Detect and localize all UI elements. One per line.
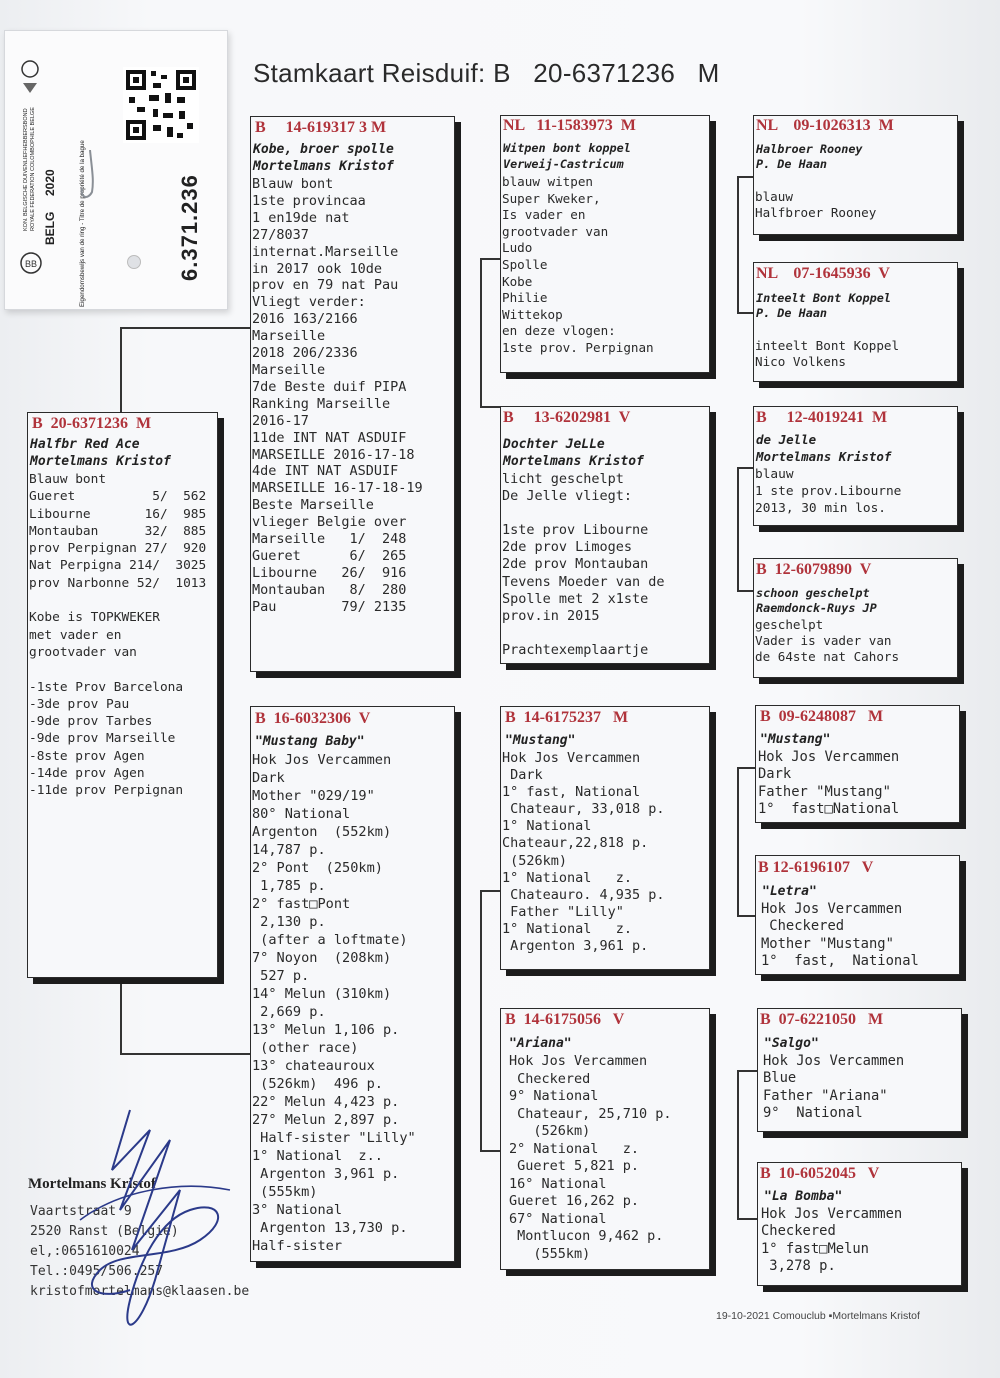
detail-line: Marseille — [252, 361, 326, 378]
pigeon-name: "La Bomba" — [764, 1189, 843, 1204]
owner-mobile: Tel.:0495/506.257 — [30, 1264, 164, 1279]
connector-line — [120, 1053, 252, 1055]
detail-line: 1° National — [502, 818, 592, 835]
detail-line: Hok Jos Vercammen — [761, 1206, 903, 1222]
detail-line: Argenton 13,730 p. — [252, 1220, 408, 1236]
detail-line: Father "Lilly" — [502, 903, 624, 920]
owner-name: Mortelmans Kristof — [28, 1176, 156, 1192]
breeder-name: P. De Haan — [756, 157, 828, 171]
detail-line: Dark — [502, 767, 543, 784]
detail-line: Dark — [758, 766, 792, 783]
detail-line: Hok Jos Vercammen — [502, 750, 641, 766]
paternal-grandmother-card — [500, 406, 710, 664]
connector-line — [737, 767, 757, 769]
detail-line: blauw witpen — [502, 174, 593, 189]
detail-line: Argenton 3,961 p. — [502, 938, 649, 955]
mff-details — [758, 749, 899, 819]
tag-federation-line2: ROYALE FEDERATION COLOMBOPHILE BELGE — [30, 107, 36, 231]
detail-line: Kobe — [502, 273, 533, 289]
connector-line — [737, 467, 739, 592]
detail-line: (526km) — [509, 1123, 591, 1139]
connector-line — [737, 1070, 739, 1220]
detail-line: Beste Marseille — [252, 497, 374, 514]
ring-tag — [4, 30, 228, 310]
detail-line: Vader is vader van — [755, 633, 892, 648]
connector-line — [480, 890, 482, 1150]
detail-line: Hok Jos Vercammen — [252, 752, 392, 768]
connector-line — [737, 915, 757, 917]
detail-line: 1ste prov Libourne — [502, 522, 649, 539]
detail-line: Philie — [502, 290, 548, 306]
tag-year: 2020 — [43, 169, 57, 196]
connector-line — [480, 406, 502, 408]
mf-father-card — [755, 705, 960, 823]
detail-line: Argenton 3,961 p. — [252, 1166, 400, 1182]
detail-line: prov Perpignan 27/ 920 — [29, 541, 207, 557]
detail-line: 1 en19de nat — [252, 209, 350, 226]
page-title: Stamkaart Reisduif: B 20-6371236 M — [253, 58, 720, 88]
ffm-details — [755, 322, 899, 370]
ring-number: B 16-6032306 V — [255, 710, 371, 727]
detail-line: Half-sister — [252, 1238, 343, 1254]
ring-number: NL 11-1583973 M — [503, 117, 636, 134]
connector-line — [120, 978, 122, 1054]
breeder-name: Mortelmans Kristof — [30, 454, 171, 469]
connector-line — [480, 258, 482, 408]
detail-line: Mother "Mustang" — [761, 935, 894, 952]
ring-number: B 14-619317 3 M — [255, 119, 387, 136]
pigeon-name: Halbroer Rooney — [756, 142, 863, 156]
detail-line: vlieger Belgie over — [252, 514, 407, 531]
qr-code-icon — [123, 67, 199, 143]
detail-line: De Jelle vliegt: — [502, 488, 633, 505]
detail-line: Nat Perpigna 214/ 3025 — [29, 558, 207, 574]
detail-line: Gueret 6/ 265 — [252, 547, 407, 564]
tag-ownership-text: Eigendomsbewijs van de ring - Titre de propriété de la bague — [79, 140, 86, 307]
pigeon-name: schoon geschelpt — [756, 586, 870, 600]
detail-line: Hok Jos Vercammen — [758, 749, 900, 765]
connector-line — [737, 176, 739, 314]
detail-line: 13° chateauroux — [252, 1058, 375, 1074]
maternal-grandfather-card — [500, 706, 710, 970]
fm-father-card — [753, 406, 958, 526]
detail-line: in 2017 ook 10de — [252, 260, 383, 277]
detail-line: 80° National — [252, 806, 351, 822]
detail-line: Pau 79/ 2135 — [252, 598, 407, 615]
detail-line: (526km) — [502, 852, 568, 869]
detail-line: prov.in 2015 — [502, 607, 600, 624]
breeder-name: P. De Haan — [756, 306, 828, 320]
owner-city: 2520 Ranst (Belgie) — [30, 1224, 179, 1239]
detail-line: met vader en — [29, 627, 122, 643]
detail-line: Hok Jos Vercammen — [763, 1053, 905, 1069]
detail-line: Montauban 8/ 280 — [252, 581, 407, 598]
subject-pigeon-card — [27, 412, 218, 978]
detail-line: Vliegt verder: — [252, 294, 366, 311]
detail-line: 1ste prov. Perpignan — [502, 339, 654, 355]
pigeon-name: de Jelle — [756, 432, 817, 447]
detail-line: MARSEILLE 2016-17-18 — [252, 446, 415, 463]
detail-line: inteelt Bont Koppel — [755, 338, 900, 353]
detail-line: Tevens Moeder van de — [502, 573, 665, 590]
detail-line: grootvader van — [502, 223, 609, 239]
detail-line: -9de prov Marseille — [29, 731, 176, 747]
detail-line: -1ste Prov Barcelona — [29, 679, 184, 695]
detail-line: Gueret 5,821 p. — [509, 1158, 640, 1174]
detail-line: 27/8037 — [252, 226, 309, 243]
pigeon-name: Witpen bont koppel — [503, 141, 631, 155]
mf-details — [502, 750, 665, 955]
fmf-details — [755, 466, 901, 517]
detail-line: Is vader en — [502, 207, 586, 223]
detail-line: Mother "029/19" — [252, 788, 375, 804]
detail-line: 11de INT NAT ASDUIF — [252, 429, 407, 446]
detail-line: 2° National z. — [509, 1140, 640, 1157]
detail-line: de 64ste nat Cahors — [755, 649, 900, 664]
detail-line: Blue — [763, 1070, 797, 1087]
detail-line: MARSEILLE 16-17-18-19 — [252, 480, 423, 497]
detail-line — [755, 173, 876, 189]
fm-details — [502, 471, 665, 659]
detail-line: (555km) — [252, 1184, 318, 1200]
tag-number: 6.371.236 — [177, 174, 202, 281]
tag-federation-line1: KON. BELGISCHE DUIVENLIEFHEBBERSBOND — [23, 108, 29, 231]
mm-details — [509, 1053, 672, 1263]
breeder-name: Verweij-Castricum — [503, 157, 624, 171]
detail-line: 3,278 p. — [761, 1258, 836, 1275]
owner-street: Vaartstraat 9 — [30, 1204, 132, 1219]
detail-line: Wittekop — [502, 306, 563, 322]
detail-line: 2,130 p. — [252, 914, 326, 930]
subject-details — [29, 471, 206, 800]
federation-crest-icon — [19, 57, 41, 97]
pigeon-name: Dochter JeLLe — [503, 437, 605, 452]
ring-number: NL 09-1026313 M — [756, 117, 894, 134]
detail-line: Half-sister "Lilly" — [252, 1130, 416, 1146]
fff-details — [755, 173, 876, 221]
detail-line: 14,787 p. — [252, 842, 326, 858]
detail-line: Marseille — [252, 328, 326, 345]
mf-mother-card — [755, 855, 960, 975]
detail-line: Spolle met 2 x1ste — [502, 590, 649, 607]
detail-line: Kobe is TOPKWEKER — [29, 610, 160, 626]
detail-line: 9° National — [763, 1105, 863, 1122]
detail-line: prov Narbonne 52/ 1013 — [29, 575, 207, 591]
detail-line: 13° Melun 1,106 p. — [252, 1022, 400, 1038]
detail-line: 3° National — [252, 1202, 343, 1218]
connector-line — [480, 890, 502, 892]
ring-number: B 12-6079890 V — [756, 561, 872, 578]
father-details — [252, 176, 423, 616]
ff-mother-card — [753, 262, 958, 382]
ring-number: B 10-6052045 V — [760, 1165, 880, 1182]
breeder-name: Raemdonck-Ruys JP — [756, 601, 877, 615]
ring-number: B 20-6371236 M — [32, 415, 152, 432]
detail-line: Father "Ariana" — [763, 1087, 888, 1104]
detail-line: 27° Melun 2,897 p. — [252, 1112, 400, 1128]
detail-line: 67° National — [509, 1210, 607, 1227]
connector-line — [480, 258, 502, 260]
pigeon-name: "Salgo" — [764, 1036, 819, 1051]
father-card — [250, 116, 455, 672]
detail-line: Halfbroer Rooney — [755, 205, 877, 220]
detail-line: Chateaur, 33,018 p. — [502, 801, 665, 818]
detail-line: 2° Pont (250km) — [252, 860, 383, 876]
connector-line — [737, 767, 739, 917]
detail-line: 1° National z.. — [252, 1148, 383, 1164]
detail-line: (526km) 496 p. — [252, 1076, 383, 1092]
pigeon-name: "Ariana" — [509, 1036, 572, 1051]
connector-line — [480, 1150, 502, 1152]
detail-line: Montauban 32/ 885 — [29, 523, 207, 539]
detail-line: blauw — [755, 189, 793, 204]
pigeon-name: "Mustang" — [505, 733, 576, 748]
connector-line — [120, 327, 252, 329]
detail-line: Gueret 16,262 p. — [509, 1193, 640, 1209]
detail-line: Chateaur,22,818 p. — [502, 835, 649, 852]
detail-line: Nico Volkens — [755, 354, 846, 369]
detail-line: 1,785 p. — [252, 878, 326, 894]
detail-line: 1° fast□National — [758, 801, 900, 818]
detail-line: -11de prov Perpignan — [29, 783, 184, 799]
detail-line: -8ste prov Agen — [29, 748, 145, 764]
ring-number: B 12-6196107 V — [758, 859, 874, 876]
detail-line: Checkered — [761, 918, 845, 935]
mother-card — [250, 706, 455, 1262]
mm-father-card — [757, 1008, 962, 1132]
ff-details — [502, 174, 654, 357]
detail-line: en deze vlogen: — [502, 323, 616, 339]
detail-line: Marseille 1/ 248 — [252, 531, 407, 548]
detail-line: (after a loftmate) — [252, 932, 408, 948]
mfm-details — [761, 901, 919, 971]
pigeon-name: "Letra" — [762, 884, 817, 899]
detail-line: Ludo — [502, 240, 533, 256]
detail-line: Blauw bont — [252, 176, 334, 192]
detail-line: 4de INT NAT ASDUIF — [252, 463, 399, 480]
connector-line — [737, 1218, 757, 1220]
ring-number: B 13-6202981 V — [503, 409, 631, 426]
handwritten-signature — [60, 1100, 250, 1350]
ring-number: NL 07-1645936 V — [756, 265, 890, 282]
detail-line — [502, 505, 665, 522]
paternal-grandfather-card — [500, 115, 710, 373]
detail-line: Hok Jos Vercammen — [509, 1053, 648, 1069]
detail-line: Prachtexemplaartje — [502, 641, 649, 658]
detail-line: Spolle — [502, 256, 548, 272]
detail-line: Blauw bont — [29, 472, 107, 487]
detail-line: Chateauro. 4,935 p. — [502, 886, 665, 903]
detail-line: grootvader van — [29, 644, 137, 660]
detail-line: Argenton (552km) — [252, 824, 392, 840]
ring-number: B 14-6175237 M — [505, 709, 629, 726]
detail-line: 1ste provincaa — [252, 192, 366, 209]
detail-line: Super Kweker, — [502, 190, 601, 206]
detail-line: (555km) — [509, 1245, 591, 1262]
mmf-details — [763, 1053, 904, 1123]
detail-line: 2° fast□Pont — [252, 896, 351, 912]
detail-line: internat.Marseille — [252, 243, 399, 260]
owner-phone: el,:0651610024 — [30, 1244, 140, 1259]
detail-line: 2013, 30 min los. — [755, 501, 886, 516]
detail-line: 2016-17 — [252, 412, 309, 429]
detail-line: Checkered — [761, 1223, 836, 1240]
detail-line: 1 ste prov.Libourne — [755, 484, 902, 499]
detail-line: 2018 206/2336 — [252, 345, 358, 362]
detail-line — [29, 661, 206, 678]
mm-mother-card — [757, 1162, 962, 1286]
detail-line: 1° fast, National — [502, 784, 641, 801]
svg-text:BB: BB — [25, 259, 38, 269]
detail-line: 1° fast, National — [761, 953, 919, 970]
tag-country: BELG — [43, 211, 57, 245]
detail-line: Hok Jos Vercammen — [761, 901, 903, 917]
detail-line: blauw — [755, 467, 794, 482]
federation-logo-icon — [19, 251, 43, 281]
detail-line: Checkered — [509, 1070, 591, 1087]
detail-line: Gueret 5/ 562 — [29, 489, 207, 505]
detail-line: 2de prov Montauban — [502, 556, 649, 573]
detail-line — [755, 322, 899, 338]
detail-line: 14° Melun (310km) — [252, 986, 392, 1002]
detail-line: 1° National z. — [502, 920, 633, 937]
detail-line: -14de prov Agen — [29, 766, 145, 782]
detail-line: 1° National z. — [502, 869, 633, 886]
ring-number: B 12-4019241 M — [756, 409, 888, 426]
detail-line: 7de Beste duif PIPA — [252, 378, 407, 395]
fmm-details — [755, 617, 899, 665]
detail-line: 2,669 p. — [252, 1004, 326, 1020]
wire-clip-icon — [70, 150, 110, 210]
maternal-grandmother-card — [500, 1008, 710, 1270]
breeder-name: Mortelmans Kristof — [503, 454, 644, 469]
owner-email: kristofmortelmans@klaasen.be — [30, 1284, 250, 1299]
detail-line: -9de prov Tarbes — [29, 714, 153, 730]
detail-line: Dark — [252, 770, 285, 786]
footer-text: 19-10-2021 Comouclub ▪Mortelmans Kristof — [716, 1310, 920, 1322]
connector-line — [120, 327, 122, 415]
connector-line — [737, 1070, 757, 1072]
detail-line: 16° National — [509, 1175, 607, 1192]
detail-line: Chateaur, 25,710 p. — [509, 1105, 672, 1122]
pigeon-name: Kobe, broer spolle — [253, 142, 394, 157]
detail-line: 7° Noyon (208km) — [252, 950, 392, 966]
ring-number: B 07-6221050 M — [760, 1011, 884, 1028]
detail-line: Montlucon 9,462 p. — [509, 1228, 664, 1244]
detail-line: 527 p. — [252, 968, 310, 984]
detail-line: 1° fast□Melun — [761, 1240, 869, 1257]
detail-line: licht geschelpt — [502, 471, 624, 487]
ring-number: B 09-6248087 M — [760, 708, 884, 725]
detail-line: (other race) — [252, 1040, 359, 1056]
fm-mother-card — [753, 558, 958, 678]
pigeon-name: Halfbr Red Ace — [30, 437, 140, 452]
detail-line: -3de prov Pau — [29, 696, 130, 712]
detail-line — [502, 625, 665, 642]
detail-line: Ranking Marseille — [252, 395, 391, 412]
detail-line: 2de prov Limoges — [502, 539, 633, 556]
mmm-details — [761, 1206, 902, 1276]
detail-line: Libourne 26/ 916 — [252, 564, 407, 581]
detail-line — [29, 592, 206, 609]
detail-line: geschelpt — [755, 617, 824, 632]
tag-hole — [127, 255, 141, 269]
detail-line: 2016 163/2166 — [252, 311, 358, 328]
breeder-name: Mortelmans Kristof — [756, 449, 892, 464]
detail-line: 22° Melun 4,423 p. — [252, 1094, 400, 1110]
pigeon-name: "Mustang Baby" — [255, 734, 365, 749]
pigeon-name: Inteelt Bont Koppel — [756, 291, 891, 305]
detail-line: Father "Mustang" — [758, 783, 891, 800]
breeder-name: Mortelmans Kristof — [253, 159, 394, 174]
detail-line: Libourne 16/ 985 — [29, 506, 207, 522]
pigeon-name: "Mustang" — [760, 732, 831, 747]
ring-number: B 14-6175056 V — [505, 1011, 625, 1028]
mother-details — [252, 751, 416, 1255]
detail-line: 9° National — [509, 1088, 599, 1104]
detail-line: prov en 79 nat Pau — [252, 277, 399, 294]
ff-father-card — [753, 115, 958, 235]
